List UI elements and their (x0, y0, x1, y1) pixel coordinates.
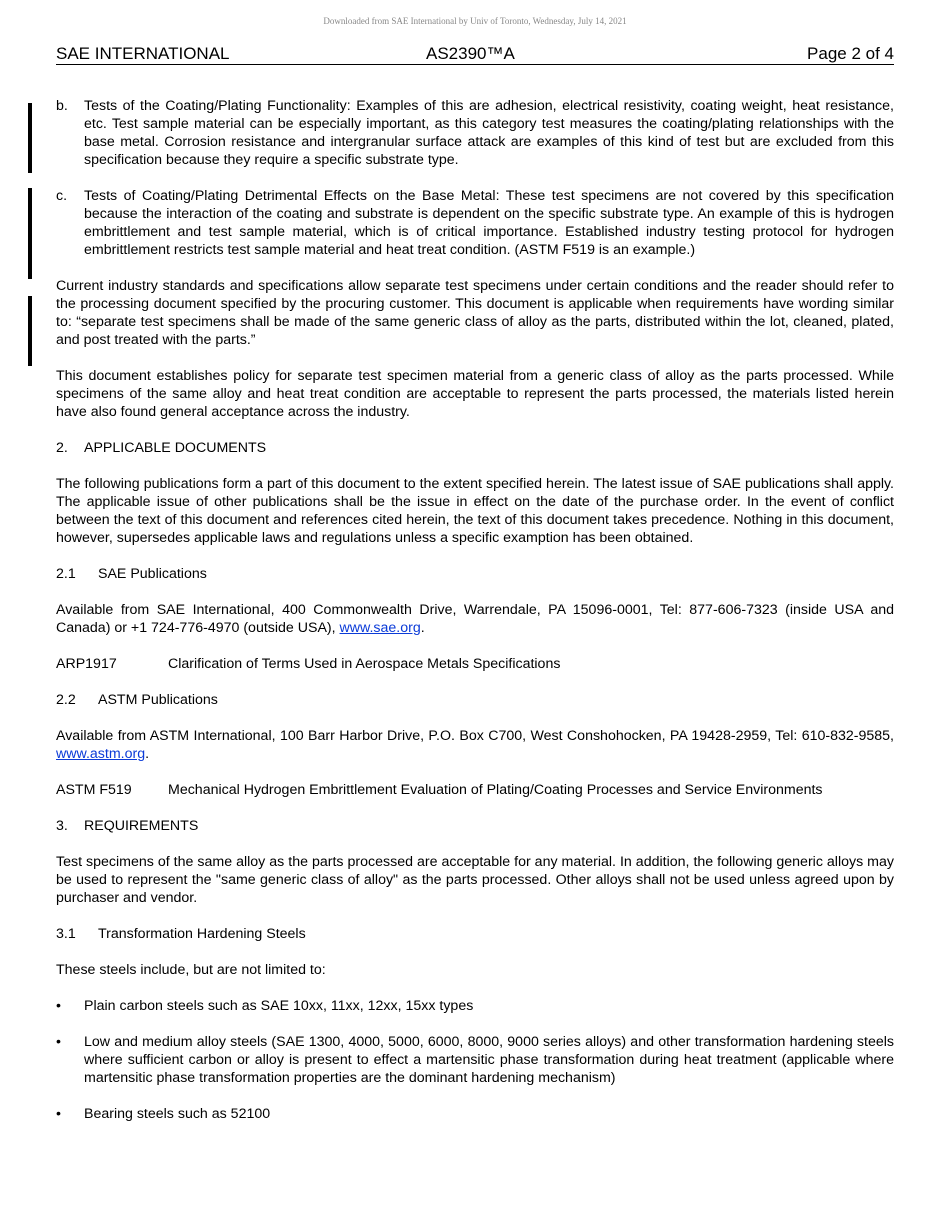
header-document-number: AS2390™A (426, 44, 515, 63)
paragraph-policy: This document establishes policy for separate test specimen material from a generic class of alloy as the parts processed. While specimens of the same alloy and heat treat condition are acceptable to represent the parts processed, the materials listed herein have also found general acceptance across the industry. (56, 368, 894, 420)
section-title: Transformation Hardening Steels (98, 926, 306, 942)
section-heading-2-1 (56, 565, 894, 583)
reference-title: Clarification of Terms Used in Aerospace Metals Specifications (168, 656, 561, 672)
bullet-item (56, 1105, 894, 1123)
bullet-item (56, 997, 894, 1015)
header-page-number: Page 2 of 4 (807, 44, 894, 63)
section-number: 2.1 (56, 566, 76, 582)
section-heading-2 (56, 439, 894, 457)
reference-code: ARP1917 (56, 656, 117, 672)
bullet-icon: • (56, 998, 61, 1014)
reference-code: ASTM F519 (56, 782, 132, 798)
paragraph-publications: The following publications form a part of this document to the extent specified herein. The latest issue of SAE publications shall apply. The applicable issue of other publications shall be the issue in effect on the date of the purchase order. In the event of conflict between the text of this document and references cited herein, the text of this document takes precedence. Nothing in this document, however, supersedes applicable laws and regulations unless a specific examption has been obtained. (56, 476, 894, 546)
section-number: 3.1 (56, 926, 76, 942)
change-bar (28, 103, 32, 173)
download-note: Downloaded from SAE International by Univ of Toronto, Wednesday, July 14, 2021 (323, 16, 627, 26)
paragraph-requirements: Test specimens of the same alloy as the parts processed are acceptable for any material. In addition, the following generic alloys may be used to represent the "same generic class of alloy" as the parts processed. Other alloys shall not be used unless agreed upon by purchaser and vendor. (56, 854, 894, 906)
sae-website-link[interactable]: www.sae.org (339, 620, 421, 636)
bullet-text: Bearing steels such as 52100 (84, 1106, 271, 1122)
paragraph-steels-intro: These steels include, but are not limited to: (56, 962, 326, 978)
change-bar (28, 296, 32, 366)
section-number: 2.2 (56, 692, 76, 708)
section-heading-3-1 (56, 925, 894, 943)
sae-address-text: Available from SAE International, 400 Commonwealth Drive, Warrendale, PA 15096-0001, Tel: 877-606-7323 (inside USA and Canada) or +1 724-776-4970 (outside USA), (56, 602, 894, 636)
list-marker: c. (56, 188, 68, 204)
bullet-text: Plain carbon steels such as SAE 10xx, 11xx, 12xx, 15xx types (84, 998, 474, 1014)
astm-website-link[interactable]: www.astm.org (56, 746, 146, 762)
bullet-icon: • (56, 1106, 61, 1122)
section-title: SAE Publications (98, 566, 207, 582)
reference-entry (56, 655, 894, 673)
reference-entry (56, 781, 894, 799)
change-bar (28, 188, 32, 279)
list-marker: b. (56, 98, 68, 114)
header-organization: SAE INTERNATIONAL (56, 44, 230, 63)
paragraph-astm-availability: Available from ASTM International, 100 Barr Harbor Drive, P.O. Box C700, West Conshohocken, PA 19428-2959, Tel: 610-832-9585, www.astm.org. (56, 728, 894, 762)
section-number: 2. (56, 440, 68, 456)
page-header (56, 44, 894, 65)
section-title: APPLICABLE DOCUMENTS (84, 440, 267, 456)
reference-title: Mechanical Hydrogen Embrittlement Evaluation of Plating/Coating Processes and Service Environments (168, 782, 823, 798)
bullet-item (56, 1033, 894, 1087)
section-title: REQUIREMENTS (84, 818, 199, 834)
paragraph-sae-availability: Available from SAE International, 400 Commonwealth Drive, Warrendale, PA 15096-0001, Tel: 877-606-7323 (inside USA and Canada) or +1 724-776-4970 (outside USA), www.sae.org. (56, 602, 894, 636)
section-heading-3 (56, 817, 894, 835)
section-number: 3. (56, 818, 68, 834)
section-title: ASTM Publications (98, 692, 218, 708)
paragraph-industry-standards: Current industry standards and specifications allow separate test specimens under certain conditions and the reader should refer to the processing document specified by the procuring customer. This document is applicable when requirements have wording similar to: “separate test specimens shall be made of the same generic class of alloy as the parts, distributed within the lot, cleaned, plated, and post treated with the parts.” (56, 278, 894, 348)
list-item-text: Tests of Coating/Plating Detrimental Effects on the Base Metal: These test specimens are not covered by this specification because the interaction of the coating and substrate is dependent on the specific substrate type. An example of this is hydrogen embrittlement and test sample material, which is of critical importance. Established industry testing protocol for hydrogen embrittlement restricts test sample material and heat treat condition. (ASTM F519 is an example.) (84, 188, 894, 258)
list-item-b (56, 97, 894, 169)
document-body (56, 97, 894, 1141)
astm-address-text: Available from ASTM International, 100 Barr Harbor Drive, P.O. Box C700, West Conshohocken, PA 19428-2959, Tel: 610-832-9585, (56, 728, 894, 744)
bullet-icon: • (56, 1034, 61, 1050)
list-item-c (56, 187, 894, 259)
list-item-text: Tests of the Coating/Plating Functionality: Examples of this are adhesion, electrical resistivity, coating weight, heat resistance, etc. Test sample material can be especially important, as this category test measures the coating/plating relationships with the base metal. Corrosion resistance and intergranular surface attack are examples of this kind of test but are excluded from this specification because they require a specific substrate type. (84, 98, 894, 168)
bullet-text: Low and medium alloy steels (SAE 1300, 4000, 5000, 6000, 8000, 9000 series alloys) and other transformation hardening steels where sufficient carbon or alloy is present to effect a martensitic phase transformation during heat treatment (applicable where martensitic phase transformation properties are the dominant hardening mechanism) (84, 1034, 894, 1086)
section-heading-2-2 (56, 691, 894, 709)
